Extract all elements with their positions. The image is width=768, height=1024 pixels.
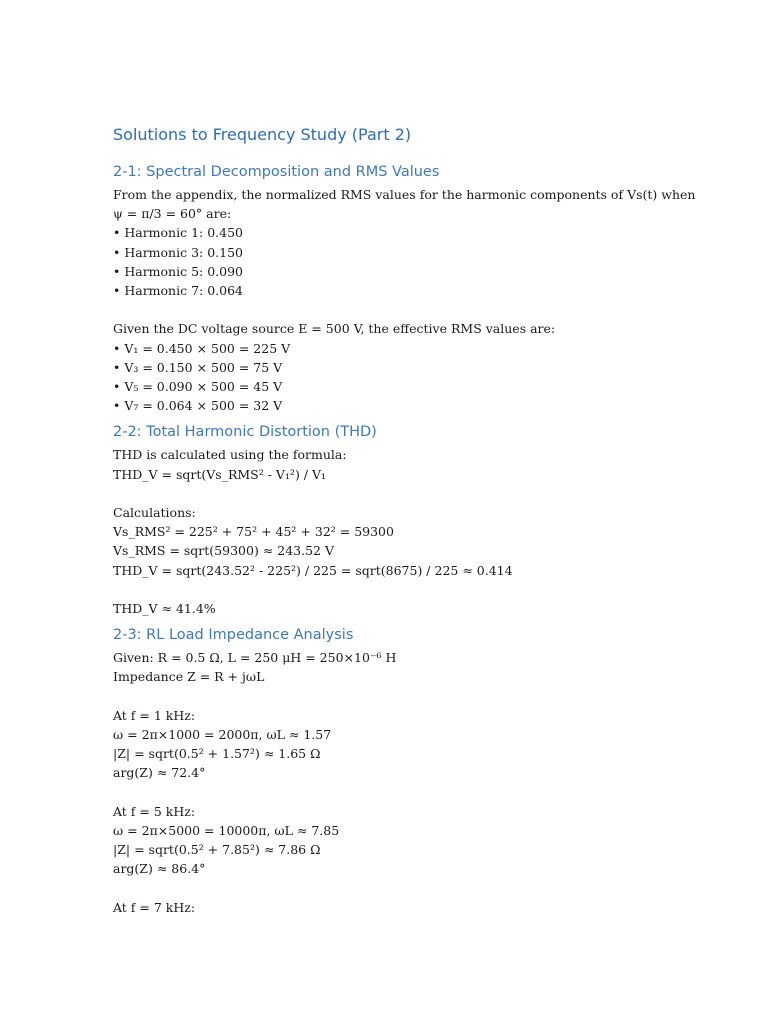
body-text-line: • Harmonic 3: 0.150 [113, 244, 243, 260]
section-heading: 2-1: Spectral Decomposition and RMS Values [113, 164, 440, 180]
blank-line [113, 879, 713, 898]
document-title: Solutions to Frequency Study (Part 2) [113, 125, 412, 144]
body-text-line: • V₃ = 0.150 × 500 = 75 V [113, 359, 283, 375]
body-text-line: At f = 7 kHz: [113, 899, 196, 915]
blank-line [113, 300, 713, 319]
body-text-line: • V₇ = 0.064 × 500 = 32 V [113, 398, 283, 414]
body-text-line: arg(Z) ≈ 72.4° [113, 765, 206, 781]
section-1 [113, 162, 713, 415]
body-text-line: Impedance Z = R + jωL [113, 669, 265, 685]
section-heading: 2-3: RL Load Impedance Analysis [113, 627, 354, 644]
blank-line [113, 687, 713, 706]
body-text-line: Given the DC voltage source E = 500 V, the effective RMS values are: [113, 321, 556, 337]
blank-line [113, 484, 713, 503]
body-text-line: THD is calculated using the formula: [113, 447, 347, 463]
section-3 [113, 625, 713, 917]
body-text-line: • V₁ = 0.450 × 500 = 225 V [113, 340, 291, 356]
body-text-line: • V₅ = 0.090 × 500 = 45 V [113, 379, 283, 395]
body-text-line: arg(Z) ≈ 86.4° [113, 861, 206, 877]
body-text-line: |Z| = sqrt(0.5² + 7.85²) ≈ 7.86 Ω [113, 842, 321, 858]
body-text-line: Vs_RMS² = 225² + 75² + 45² + 32² = 59300 [113, 524, 394, 540]
body-text-line: From the appendix, the normalized RMS values for the harmonic components of Vs(t) when [113, 187, 696, 202]
blank-line [113, 783, 713, 802]
body-text-line: Given: R = 0.5 Ω, L = 250 μH = 250×10⁻⁶ H [113, 650, 397, 666]
document-body [113, 162, 713, 917]
body-text-line: • Harmonic 5: 0.090 [113, 263, 243, 279]
body-text-line: At f = 1 kHz: [113, 707, 196, 723]
body-text-line: ψ = π/3 = 60° are: [113, 206, 232, 222]
body-text-line: ω = 2π×1000 = 2000π, ωL ≈ 1.57 [113, 727, 332, 743]
body-text-line: |Z| = sqrt(0.5² + 1.57²) ≈ 1.65 Ω [113, 746, 321, 762]
body-text-line: Vs_RMS = sqrt(59300) ≈ 243.52 V [113, 543, 334, 559]
body-text-line: THD_V = sqrt(243.52² - 225²) / 225 = sqrt(8675) / 225 ≈ 0.414 [113, 562, 513, 578]
document-page [113, 124, 713, 924]
body-text-line: THD_V ≈ 41.4% [113, 601, 216, 617]
blank-line [113, 580, 713, 599]
section-heading: 2-2: Total Harmonic Distortion (THD) [113, 424, 377, 441]
body-text-line: • Harmonic 7: 0.064 [113, 283, 243, 299]
body-text-line: • Harmonic 1: 0.450 [113, 225, 243, 241]
body-text-line: ω = 2π×5000 = 10000π, ωL ≈ 7.85 [113, 823, 340, 839]
body-text-line: Calculations: [113, 505, 196, 521]
body-text-line: At f = 5 kHz: [113, 803, 196, 819]
body-text-line: THD_V = sqrt(Vs_RMS² - V₁²) / V₁ [113, 466, 327, 482]
section-2 [113, 422, 713, 618]
